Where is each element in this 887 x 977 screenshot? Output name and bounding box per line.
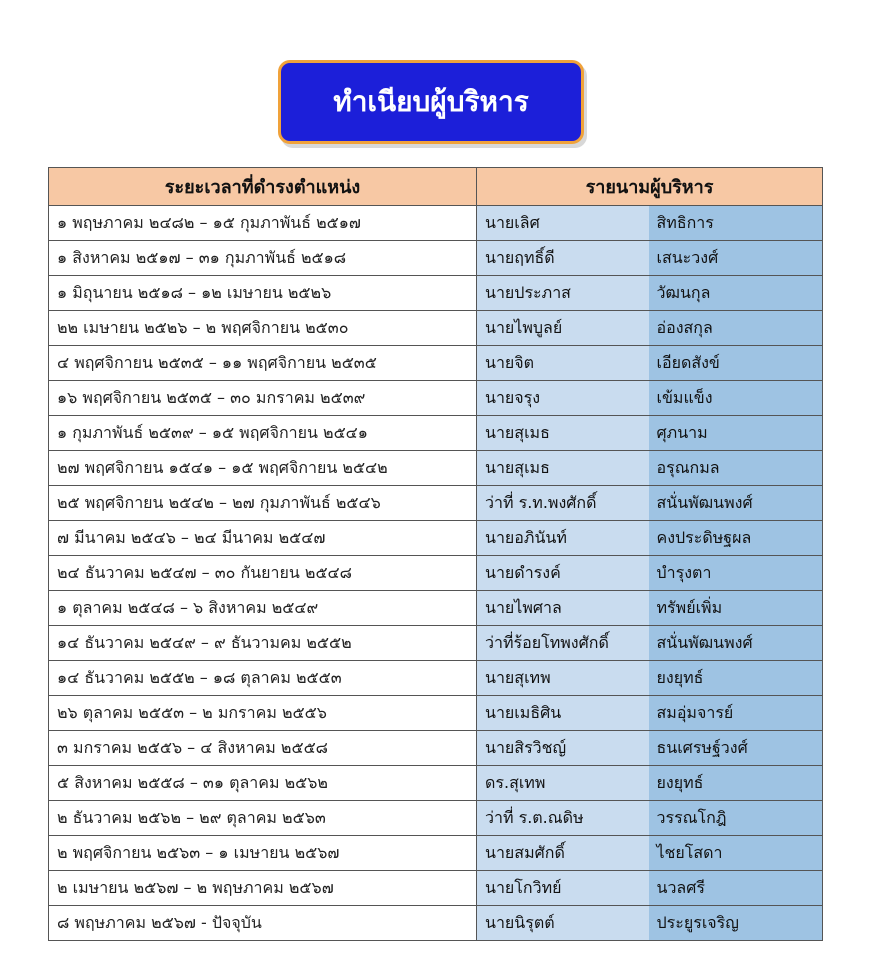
period-cell: ๗ มีนาคม ๒๕๔๖ – ๒๔ มีนาคม ๒๕๔๗ (49, 521, 477, 556)
first-name-cell: นายไพบูลย์ (477, 311, 649, 346)
table-row (49, 346, 823, 381)
table-body (49, 206, 823, 941)
last-name-cell: เอียดสังข์ (649, 346, 823, 381)
table-header-row (49, 168, 823, 206)
last-name-cell: อ่องสกุล (649, 311, 823, 346)
period-cell: ๕ สิงหาคม ๒๕๕๘ – ๓๑ ตุลาคม ๒๕๖๒ (49, 766, 477, 801)
last-name-cell: ประยูรเจริญ (649, 906, 823, 941)
table-row (49, 801, 823, 836)
table-row (49, 311, 823, 346)
last-name-cell: เสนะวงศ์ (649, 241, 823, 276)
last-name-cell: บำรุงตา (649, 556, 823, 591)
table-row (49, 451, 823, 486)
period-cell: ๑๖ พฤศจิกายน ๒๕๓๕ – ๓๐ มกราคม ๒๕๓๙ (49, 381, 477, 416)
first-name-cell: นายเลิศ (477, 206, 649, 241)
table-row (49, 381, 823, 416)
last-name-cell: อรุณกมล (649, 451, 823, 486)
last-name-cell: เข้มแข็ง (649, 381, 823, 416)
table-row (49, 276, 823, 311)
first-name-cell: ดร.สุเทพ (477, 766, 649, 801)
page-title: ทำเนียบผู้บริหาร (333, 85, 529, 118)
first-name-cell: นายสมศักดิ์ (477, 836, 649, 871)
table-row (49, 486, 823, 521)
header-name: รายนามผู้บริหาร (477, 168, 823, 206)
last-name-cell: ยงยุทธ์ (649, 661, 823, 696)
last-name-cell: นวลศรี (649, 871, 823, 906)
table-row (49, 416, 823, 451)
period-cell: ๑ มิถุนายน ๒๕๑๘ – ๑๒ เมษายน ๒๕๒๖ (49, 276, 477, 311)
first-name-cell: นายประภาส (477, 276, 649, 311)
table-row (49, 696, 823, 731)
table-row (49, 906, 823, 941)
period-cell: ๒๕ พฤศจิกายน ๒๕๔๒ – ๒๗ กุมภาพันธ์ ๒๕๔๖ (49, 486, 477, 521)
first-name-cell: นายสุเมธ (477, 451, 649, 486)
period-cell: ๒ ธันวาคม ๒๕๖๒ – ๒๙ ตุลาคม ๒๕๖๓ (49, 801, 477, 836)
last-name-cell: ทรัพย์เพิ่ม (649, 591, 823, 626)
first-name-cell: นายจิต (477, 346, 649, 381)
period-cell: ๔ พฤศจิกายน ๒๕๓๕ – ๑๑ พฤศจิกายน ๒๕๓๕ (49, 346, 477, 381)
table-row (49, 626, 823, 661)
table-row (49, 766, 823, 801)
first-name-cell: ว่าที่ ร.ท.พงศักดิ์ (477, 486, 649, 521)
table-row (49, 871, 823, 906)
period-cell: ๑๔ ธันวาคม ๒๕๕๒ – ๑๘ ตุลาคม ๒๕๕๓ (49, 661, 477, 696)
first-name-cell: นายสุเทพ (477, 661, 649, 696)
last-name-cell: สนั่นพัฒนพงศ์ (649, 486, 823, 521)
period-cell: ๑๔ ธันวาคม ๒๕๔๙ – ๙ ธันวามคม ๒๕๕๒ (49, 626, 477, 661)
last-name-cell: วรรณโกฎิ (649, 801, 823, 836)
last-name-cell: สนั่นพัฒนพงศ์ (649, 626, 823, 661)
first-name-cell: นายสุเมธ (477, 416, 649, 451)
table-row (49, 521, 823, 556)
period-cell: ๑ พฤษภาคม ๒๔๘๒ – ๑๕ กุมภาพันธ์ ๒๕๑๗ (49, 206, 477, 241)
last-name-cell: สมอุ่มจารย์ (649, 696, 823, 731)
first-name-cell: นายเมธิศิน (477, 696, 649, 731)
table-row (49, 556, 823, 591)
first-name-cell: นายฤทธิ์ดี (477, 241, 649, 276)
period-cell: ๑ กุมภาพันธ์ ๒๕๓๙ – ๑๕ พฤศจิกายน ๒๕๔๑ (49, 416, 477, 451)
period-cell: ๒ เมษายน ๒๕๖๗ – ๒ พฤษภาคม ๒๕๖๗ (49, 871, 477, 906)
first-name-cell: นายนิรุตต์ (477, 906, 649, 941)
first-name-cell: ว่าที่ ร.ต.ณดิษ (477, 801, 649, 836)
table-row (49, 731, 823, 766)
first-name-cell: นายดำรงค์ (477, 556, 649, 591)
first-name-cell: นายอภินันท์ (477, 521, 649, 556)
period-cell: ๒๔ ธันวาคม ๒๕๔๗ – ๓๐ กันยายน ๒๕๔๘ (49, 556, 477, 591)
last-name-cell: ยงยุทธ์ (649, 766, 823, 801)
last-name-cell: สิทธิการ (649, 206, 823, 241)
last-name-cell: ไชยโสดา (649, 836, 823, 871)
period-cell: ๒ พฤศจิกายน ๒๕๖๓ – ๑ เมษายน ๒๕๖๗ (49, 836, 477, 871)
period-cell: ๑ สิงหาคม ๒๕๑๗ – ๓๑ กุมภาพันธ์ ๒๕๑๘ (49, 241, 477, 276)
title-banner (278, 60, 584, 144)
table-row (49, 836, 823, 871)
first-name-cell: ว่าที่ร้อยโทพงศักดิ์ (477, 626, 649, 661)
period-cell: ๑ ตุลาคม ๒๕๔๘ – ๖ สิงหาคม ๒๕๔๙ (49, 591, 477, 626)
last-name-cell: วัฒนกุล (649, 276, 823, 311)
table-row (49, 661, 823, 696)
period-cell: ๘ พฤษภาคม ๒๕๖๗ - ปัจจุบัน (49, 906, 477, 941)
period-cell: ๒๒ เมษายน ๒๕๒๖ – ๒ พฤศจิกายน ๒๕๓๐ (49, 311, 477, 346)
header-period: ระยะเวลาที่ดำรงตำแหน่ง (49, 168, 477, 206)
first-name-cell: นายไพศาล (477, 591, 649, 626)
table-row (49, 241, 823, 276)
table-row (49, 591, 823, 626)
last-name-cell: ธนเศรษฐ์วงศ์ (649, 731, 823, 766)
administrators-table (48, 167, 823, 941)
period-cell: ๓ มกราคม ๒๕๕๖ – ๔ สิงหาคม ๒๕๕๘ (49, 731, 477, 766)
period-cell: ๒๖ ตุลาคม ๒๕๕๓ – ๒ มกราคม ๒๕๕๖ (49, 696, 477, 731)
last-name-cell: ศุภนาม (649, 416, 823, 451)
first-name-cell: นายจรุง (477, 381, 649, 416)
first-name-cell: นายโกวิทย์ (477, 871, 649, 906)
last-name-cell: คงประดิษฐผล (649, 521, 823, 556)
table-row (49, 206, 823, 241)
first-name-cell: นายสิรวิชญ์ (477, 731, 649, 766)
period-cell: ๒๗ พฤศจิกายน ๑๕๔๑ – ๑๕ พฤศจิกายน ๒๕๔๒ (49, 451, 477, 486)
